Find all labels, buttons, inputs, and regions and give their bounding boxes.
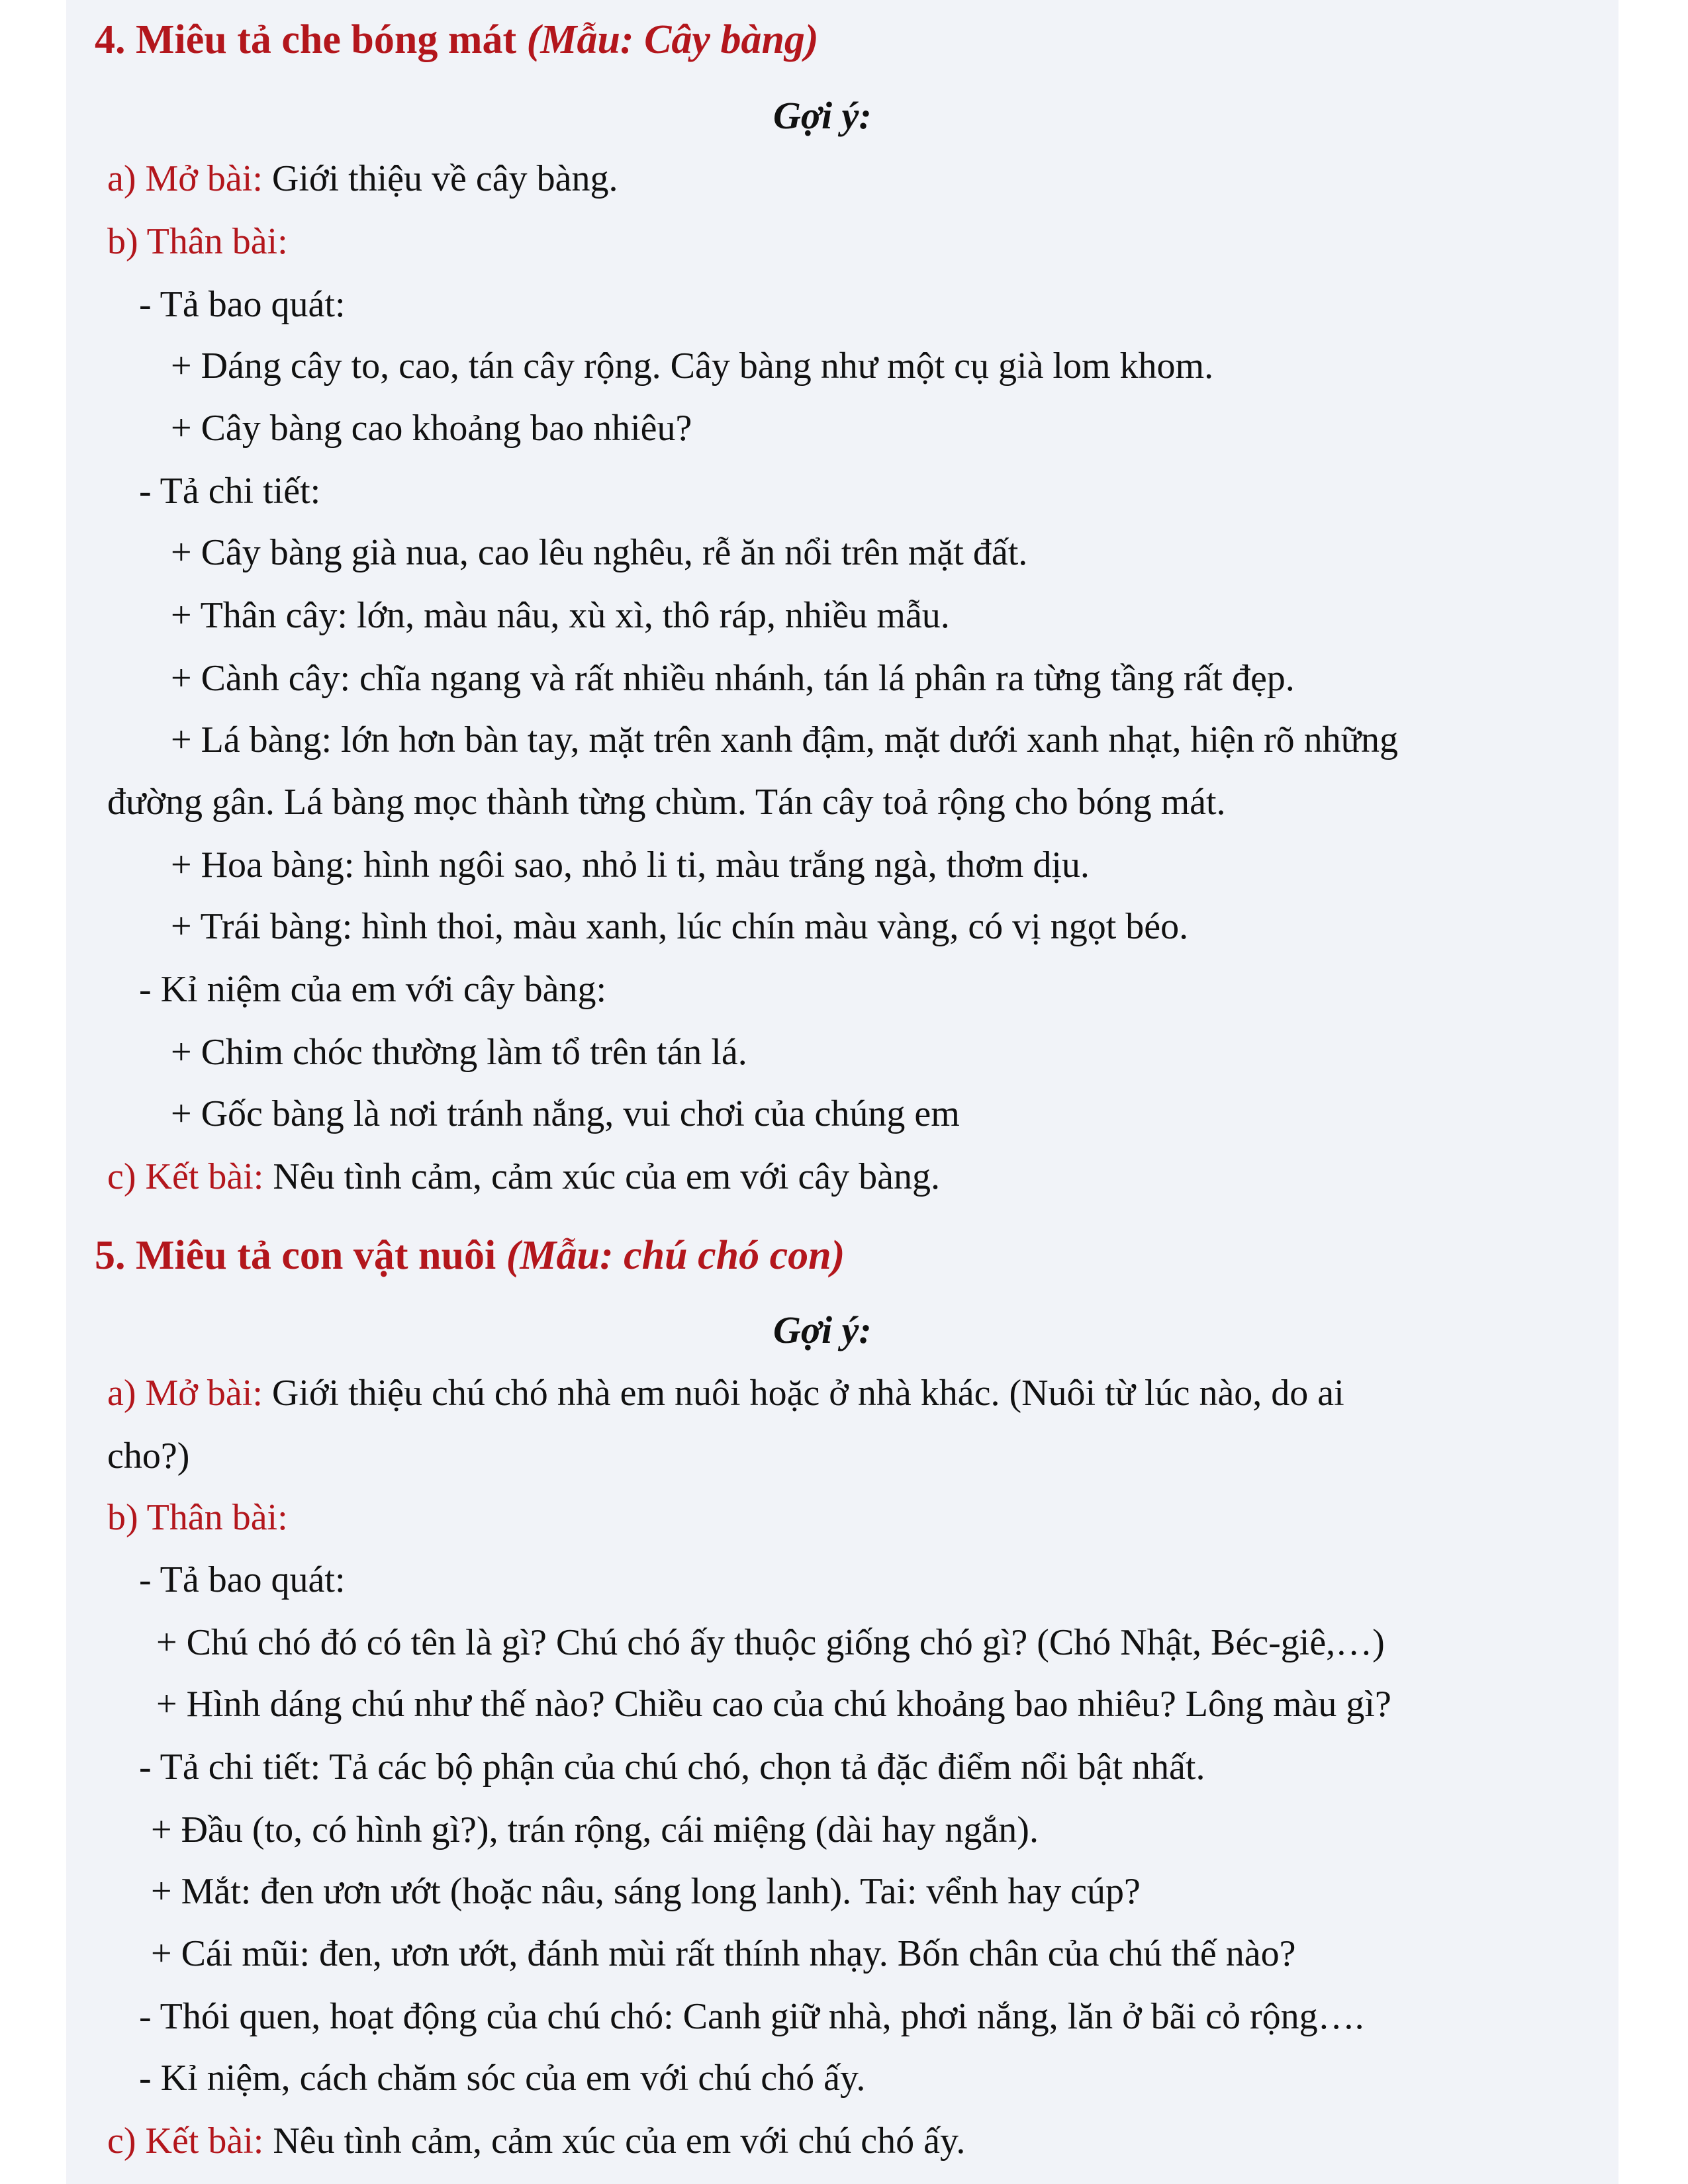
section-4-body-label: b) Thân bài: (107, 221, 288, 262)
section-5-body-line: - Thói quen, hoạt động của chú chó: Canh giữ nhà, phơi nắng, lăn ở bãi cỏ rộng…. (139, 1996, 1364, 2037)
section-5-note: (Mẫu: chú chó con) (506, 1233, 845, 1278)
section-5-body-line: + Mắt: đen ươn ướt (hoặc nâu, sáng long lanh). Tai: vểnh hay cúp? (151, 1871, 1141, 1912)
section-5-body-line: + Cái mũi: đen, ươn ướt, đánh mùi rất thính nhạy. Bốn chân của chú thế nào? (151, 1933, 1296, 1974)
section-4-body-line: + Trái bàng: hình thoi, màu xanh, lúc chín màu vàng, có vị ngọt béo. (171, 906, 1189, 947)
section-4-intro (107, 156, 618, 202)
section-5-body-line: + Đầu (to, có hình gì?), trán rộng, cái miệng (dài hay ngắn). (151, 1809, 1039, 1850)
section-5-intro-cont: cho?) (107, 1435, 190, 1477)
section-5-hint: Gợi ý: (773, 1308, 872, 1351)
section-4-body-line: + Cây bàng già nua, cao lêu nghêu, rễ ăn nổi trên mặt đất. (171, 532, 1028, 573)
section-4-body-line: + Gốc bàng là nơi tránh nắng, vui chơi của chúng em (171, 1093, 960, 1134)
section-5-body-label: b) Thân bài: (107, 1497, 288, 1538)
section-5-conclusion-text: Nêu tình cảm, cảm xúc của em với chú chó ấy. (263, 2120, 966, 2161)
section-5-body-line: + Chú chó đó có tên là gì? Chú chó ấy thuộc giống chó gì? (Chó Nhật, Béc-giê,…) (156, 1622, 1385, 1663)
section-5-heading (95, 1232, 845, 1279)
section-4-title: 4. Miêu tả che bóng mát (95, 17, 517, 62)
section-5-body-line: - Tả bao quát: (139, 1559, 346, 1600)
section-4-intro-label: a) Mở bài: (107, 158, 263, 199)
section-4-conclusion-text: Nêu tình cảm, cảm xúc của em với cây bàng. (263, 1156, 941, 1197)
section-4-body-line: + Cành cây: chĩa ngang và rất nhiều nhánh, tán lá phân ra từng tầng rất đẹp. (171, 658, 1295, 699)
section-4-body-line: + Lá bàng: lớn hơn bàn tay, mặt trên xanh đậm, mặt dưới xanh nhạt, hiện rõ những (171, 719, 1398, 760)
section-4-body-line: đường gân. Lá bàng mọc thành từng chùm. Tán cây toả rộng cho bóng mát. (107, 782, 1226, 823)
section-4-body-line: + Hoa bàng: hình ngôi sao, nhỏ li ti, màu trắng ngà, thơm dịu. (171, 844, 1090, 886)
section-4-body-line: + Chim chóc thường làm tổ trên tán lá. (171, 1032, 747, 1073)
section-4-body-line: - Tả chi tiết: (139, 471, 321, 512)
section-5-intro-text: Giới thiệu chú chó nhà em nuôi hoặc ở nhà khác. (Nuôi từ lúc nào, do ai (262, 1373, 1344, 1414)
section-4-heading (95, 17, 819, 63)
section-5-conclusion-label: c) Kết bài: (107, 2120, 264, 2161)
section-5-body-line: - Kỉ niệm, cách chăm sóc của em với chú chó ấy. (139, 2058, 866, 2099)
section-5-intro-label: a) Mở bài: (107, 1373, 263, 1414)
section-4-body-line: + Dáng cây to, cao, tán cây rộng. Cây bàng như một cụ già lom khom. (171, 345, 1214, 387)
section-4-body-line: + Thân cây: lớn, màu nâu, xù xì, thô ráp, nhiều mẫu. (171, 595, 950, 636)
section-5-body-line: + Hình dáng chú như thế nào? Chiều cao của chú khoảng bao nhiêu? Lông màu gì? (156, 1684, 1391, 1725)
section-5-body-line: - Tả chi tiết: Tả các bộ phận của chú chó, chọn tả đặc điểm nổi bật nhất. (139, 1747, 1205, 1788)
section-4-hint: Gợi ý: (773, 94, 872, 137)
section-5-intro (107, 1370, 1344, 1416)
section-4-note: (Mẫu: Cây bàng) (526, 17, 819, 62)
section-4-body-line: - Tả bao quát: (139, 284, 346, 325)
section-4-body-line: + Cây bàng cao khoảng bao nhiêu? (171, 408, 692, 449)
section-4-body-line: - Kỉ niệm của em với cây bàng: (139, 969, 607, 1010)
section-4-conclusion (107, 1154, 940, 1200)
section-5-conclusion (107, 2118, 965, 2164)
section-5-title: 5. Miêu tả con vật nuôi (95, 1233, 496, 1278)
section-4-intro-text: Giới thiệu về cây bàng. (262, 158, 618, 199)
section-4-conclusion-label: c) Kết bài: (107, 1156, 264, 1197)
